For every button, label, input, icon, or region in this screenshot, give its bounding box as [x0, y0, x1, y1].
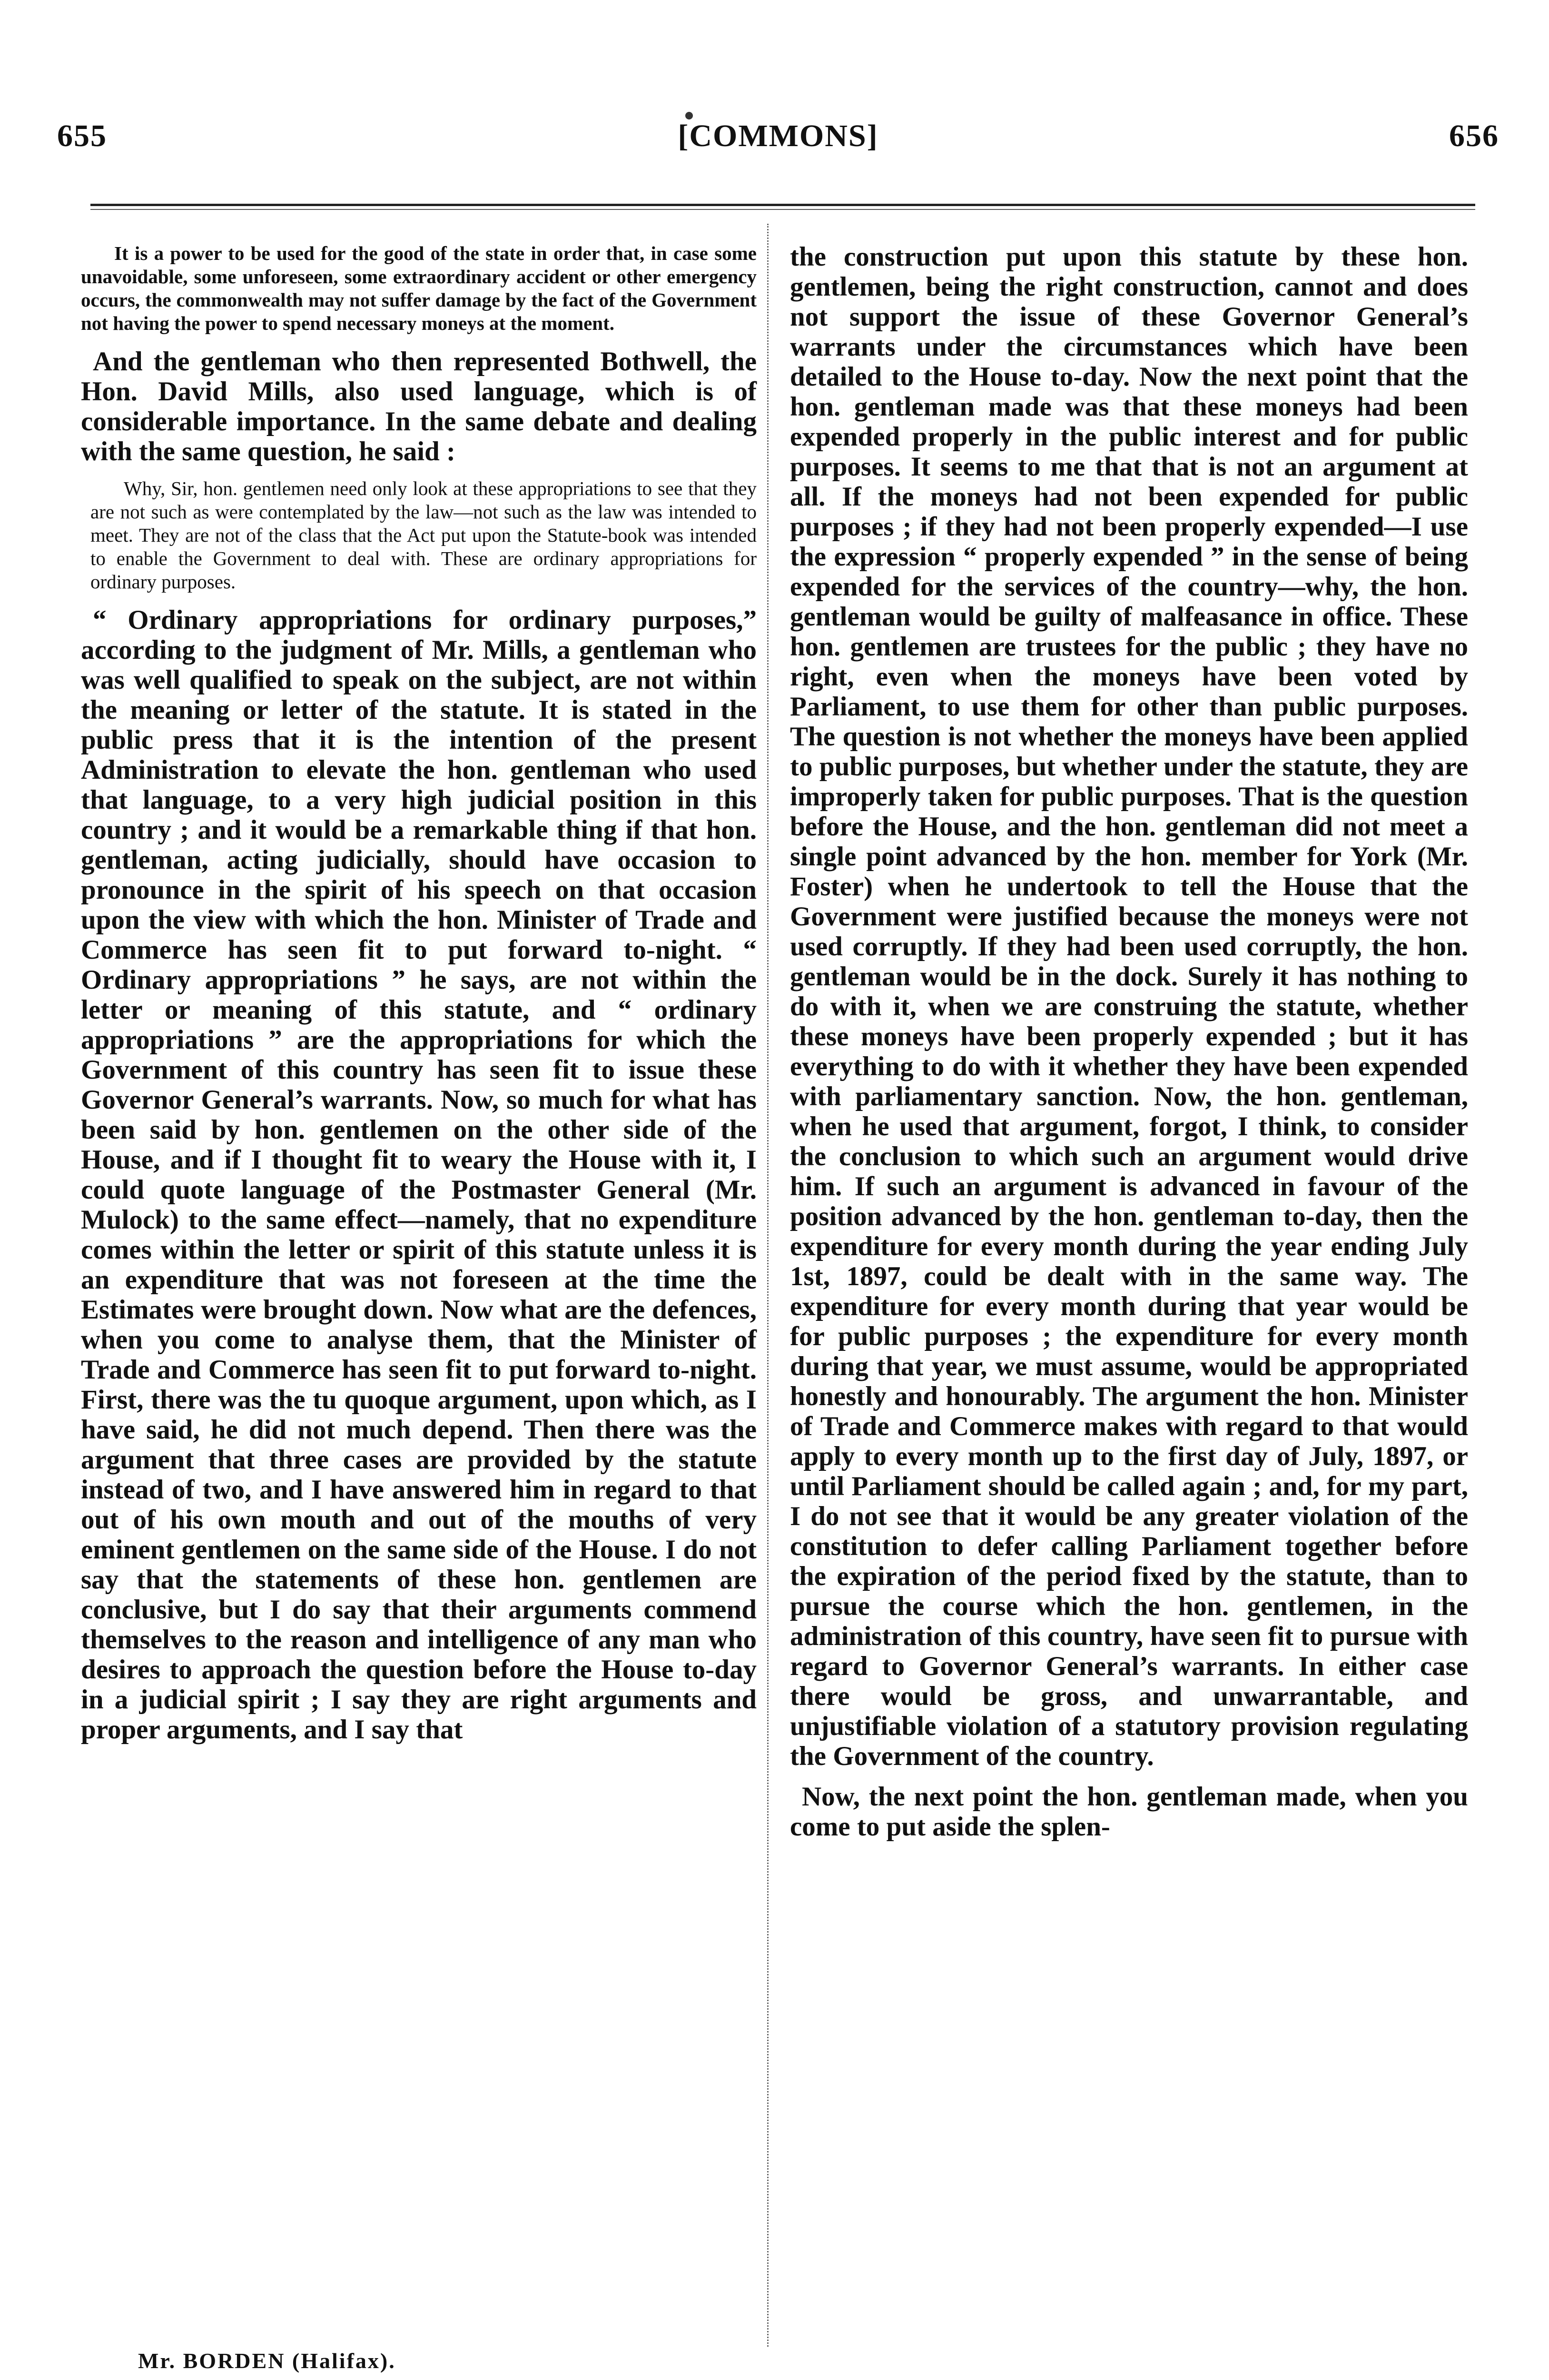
header-rule	[90, 204, 1475, 210]
paragraph: the construction put upon this statute by these hon. gentlemen, being the right construction, cannot and does not support the issue of these Governor General’s warrants under the circumstances which have been detailed to the House to-day. Now the next point that the hon. gentleman made was that these moneys had been expended properly in the public interest and for public purposes. It seems to me that that is not an argument at all. If the moneys had not been expended for public purposes ; if they had not been properly expended—I use the expression “ properly expended ” in the sense of being expended for the services of the country—why, the hon. gentleman would be guilty of malfeasance in office. These hon. gentlemen are trustees for the public ; they have no right, even when the moneys have been voted by Parliament, to use them for other than public purposes. The question is not whether the moneys have been applied to public purposes, but whether under the statute, they are improperly taken for public purposes. That is the question before the House, and the hon. gentleman did not meet a single point advanced by the hon. member for York (Mr. Foster) when he undertook to tell the House that the Government were justified because the moneys were not used corruptly. If they had been used corruptly, the hon. gentleman would be in the dock. Surely it has nothing to do with it, when we are construing the statute, whether these moneys have been properly expended ; but it has everything to do with it whether they have been expended with parliamentary sanction. Now, the hon. gentleman, when he used that argument, forgot, I think, to consider the conclusion to which such an argument would drive him. If such an argument is advanced in favour of the position advanced by the hon. gentleman to-day, then the expenditure for every month during the year ending July 1st, 1897, could be dealt with in the same way. The expenditure for every month during that year would be for public purposes ; the expenditure for every month during that year, we must assume, would be appropriated honestly and honourably. The argument the hon. Minister of Trade and Commerce makes with regard to that would apply to every month up to the first day of July, 1897, or until Parliament should be called again ; and, for my part, I do not see that it would be any greater violation of the constitution to defer calling Parliament together before the expiration of the period fixed by the statute, than to pursue the course which the hon. gentlemen, in the administration of this country, have seen fit to pursue with regard to Governor General’s warrants. In either case there would be gross, and unwarrantable, and unjustifiable violation of a statutory provision regulating the Government of the country.	[790, 242, 1468, 1771]
paragraph: Now, the next point the hon. gentleman made, when you come to put aside the splen-	[790, 1782, 1468, 1842]
column-divider	[767, 224, 769, 2347]
left-column	[81, 242, 757, 1755]
page-number-left: 655	[57, 119, 107, 153]
paragraph: And the gentleman who then represented Bothwell, the Hon. David Mills, also used language, which is of considerable importance. In the same debate and dealing with the same question, he said :	[81, 347, 757, 466]
running-head: [COMMONS]	[678, 119, 878, 153]
quote-block: It is a power to be used for the good of the state in order that, in case some unavoidable, some unforeseen, some extraordinary accident or other emergency occurs, the commonwealth may not suffer damage by the fact of the Government not having the power to spend necessary moneys at the moment.	[81, 242, 757, 334]
right-column	[790, 242, 1468, 1852]
speaker-footer: Mr. BORDEN (Halifax).	[138, 2349, 396, 2373]
quote-block: Why, Sir, hon. gentlemen need only look at these appropriations to see that they are not such as were contemplated by the law—not such as the law was intended to meet. They are not of the class that the Act put upon the Statute-book was intended to enable the Government to deal with. These are ordinary appropriations for ordinary purposes.	[90, 477, 757, 593]
page-header	[57, 118, 1499, 161]
page-number-right: 656	[1449, 119, 1499, 153]
paragraph: “ Ordinary appropriations for ordinary purposes,” according to the judgment of Mr. Mills, a gentleman who was well qualified to speak on the subject, are not within the meaning or letter of the statute. It is stated in the public press that it is the intention of the present Administration to elevate the hon. gentleman who used that language, to a very high judicial position in this country ; and it would be a remarkable thing if that hon. gentleman, acting judicially, should have occasion to pronounce in the spirit of his speech on that occasion upon the view with which the hon. Minister of Trade and Commerce has seen fit to put forward to-night. “ Ordinary appropriations ” he says, are not within the letter or meaning of this statute, and “ ordinary appropriations ” are the appropriations for which the Government of this country has seen fit to issue these Governor General’s warrants. Now, so much for what has been said by hon. gentlemen on the other side of the House, and if I thought fit to weary the House with it, I could quote language of the Postmaster General (Mr. Mulock) to the same effect—namely, that no expenditure comes within the letter or spirit of this statute unless it is an expenditure that was not foreseen at the time the Estimates were brought down. Now what are the defences, when you come to analyse them, that the Minister of Trade and Commerce has seen fit to put forward to-night. First, there was the tu quoque argument, upon which, as I have said, he did not much depend. Then there was the argument that three cases are provided by the statute instead of two, and I have answered him in regard to that out of his own mouth and out of the mouths of very eminent gentlemen on the same side of the House. I do not say that the statements of these hon. gentlemen are conclusive, but I do say that their arguments commend themselves to the reason and intelligence of any man who desires to approach the question before the House to-day in a judicial spirit ; I say they are right arguments and proper arguments, and I say that	[81, 605, 757, 1745]
